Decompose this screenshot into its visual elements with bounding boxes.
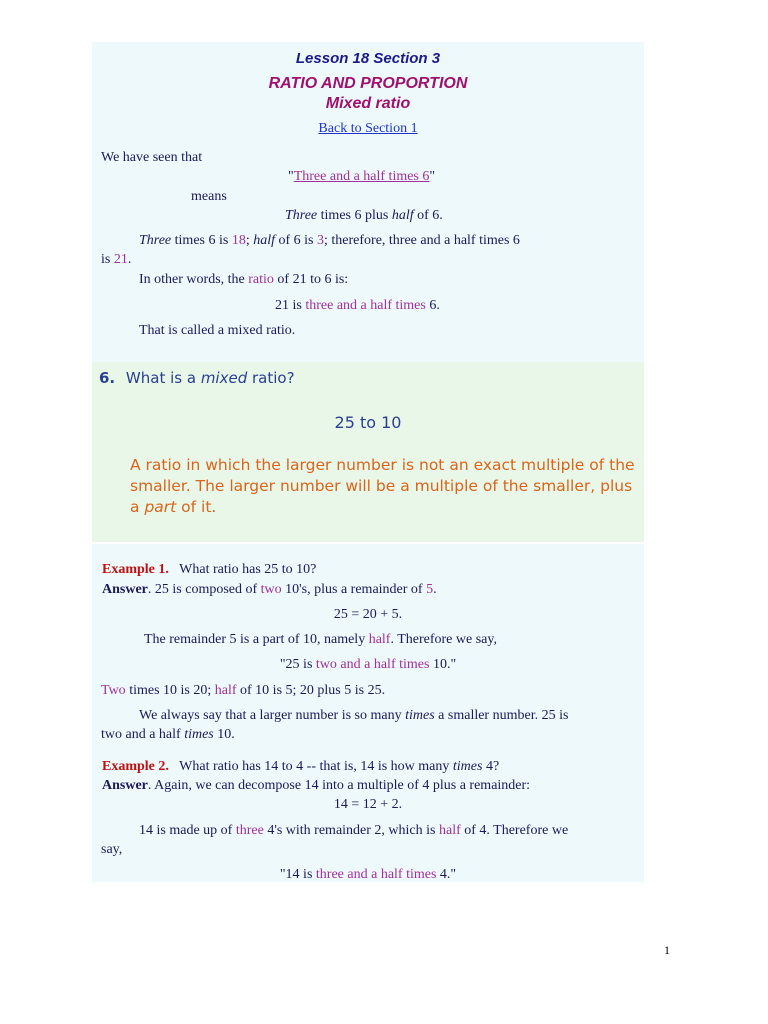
quote-close: " — [429, 169, 436, 184]
times-text: of 10 is 5; 20 plus 5 is 25. — [236, 683, 386, 698]
times-italic: times — [405, 708, 435, 723]
ratio-statement — [275, 298, 440, 314]
example1-say — [92, 657, 644, 673]
ratio-word: ratio — [248, 272, 274, 287]
half-italic: half — [391, 208, 414, 223]
ratio-text: 6. — [425, 298, 440, 313]
example2-text: What ratio has 14 to 4 -- that is, 14 is how many — [168, 759, 453, 774]
calc-text: ; — [245, 233, 254, 248]
always-text: 10. — [213, 727, 235, 742]
highlight-half: half — [368, 632, 391, 647]
three-italic: Three — [285, 208, 318, 223]
back-link-row — [92, 121, 644, 137]
answer-text: . 25 is composed of — [147, 582, 261, 597]
example1-always-2 — [101, 727, 235, 743]
answer-italic: part — [144, 498, 177, 516]
page-number: 1 — [664, 943, 670, 957]
example2-equation: 14 = 12 + 2. — [333, 797, 403, 812]
question-line — [99, 369, 295, 387]
example2-label: Example 2. — [102, 759, 169, 774]
value-18: 18 — [231, 233, 246, 248]
ow-text: of 21 to 6 is: — [273, 272, 349, 287]
answer-text: A ratio in which the larger number is not an exact multiple of the smaller. The larger number will be a multiple of the smaller, plus a — [130, 456, 635, 516]
of-text: of 6. — [413, 208, 443, 223]
example1-always-1 — [139, 708, 568, 724]
calc-text: times 6 is — [171, 233, 232, 248]
example2-answer — [102, 778, 530, 794]
half-italic: half — [253, 233, 275, 248]
three-and-half-link[interactable]: Three and a half times 6 — [293, 169, 430, 184]
example1-remainder — [144, 632, 497, 648]
example1-equation: 25 = 20 + 5. — [333, 607, 403, 622]
times-italic: times — [184, 727, 214, 742]
question-text: What is a — [125, 369, 201, 387]
value-3: 3 — [317, 233, 324, 248]
highlight-three: three — [235, 823, 264, 838]
calc-line-2 — [101, 252, 131, 268]
remainder-text: The remainder 5 is a part of 10, namely — [144, 632, 369, 647]
times-text: times 6 plus — [317, 208, 392, 223]
calc-text: of 6 is — [275, 233, 317, 248]
say-text: 4." — [436, 867, 457, 882]
means-text: means — [191, 189, 227, 204]
question-example: 25 to 10 — [334, 413, 402, 432]
example1-times — [101, 683, 385, 699]
say-text: 10." — [429, 657, 457, 672]
page-title: RATIO AND PROPORTION — [268, 75, 468, 92]
highlight-five: 5 — [426, 582, 434, 597]
always-text: two and a half — [101, 727, 185, 742]
question-text: ratio? — [247, 369, 295, 387]
answer-text: of it. — [176, 498, 217, 516]
highlight-two: Two — [101, 683, 126, 698]
example1-answer — [102, 582, 437, 598]
other-words-line — [139, 272, 348, 288]
lesson-heading: Lesson 18 Section 3 — [295, 50, 441, 67]
highlight-half: half — [214, 683, 237, 698]
question-italic: mixed — [200, 369, 248, 387]
times-text: times 10 is 20; — [125, 683, 215, 698]
page-subtitle: Mixed ratio — [325, 95, 411, 112]
always-text: We always say that a larger number is so many — [139, 708, 406, 723]
remainder-text: . Therefore we say, — [390, 632, 497, 647]
example1-text: What ratio has 25 to 10? — [168, 562, 317, 577]
times-italic: times — [452, 759, 483, 774]
calc-text: ; therefore, three and a half times 6 — [324, 233, 520, 248]
say-text: "25 is — [279, 657, 316, 672]
example2-question — [102, 759, 499, 775]
always-text: a smaller number. 25 is — [434, 708, 569, 723]
intro-panel — [92, 42, 644, 362]
back-to-section-link[interactable]: Back to Section 1 — [318, 121, 418, 136]
answer-label: Answer — [102, 582, 148, 597]
question-panel — [92, 362, 644, 542]
made-text: 14 is made up of — [139, 823, 236, 838]
example1-question — [102, 562, 316, 578]
seen-text: We have seen that — [101, 150, 203, 165]
calc-text: . — [127, 252, 132, 267]
say-highlight: three and a half times — [315, 867, 437, 882]
example2-made-up — [139, 823, 568, 839]
calc-line-1 — [139, 233, 520, 249]
quote-line — [288, 169, 435, 185]
made-text: 4's with remainder 2, which is — [263, 823, 439, 838]
answer-text: 10's, plus a remainder of — [281, 582, 427, 597]
value-21: 21 — [113, 252, 128, 267]
ow-text: In other words, the — [139, 272, 249, 287]
ratio-highlight: three and a half times — [305, 298, 426, 313]
examples-panel — [92, 544, 644, 882]
means-line — [285, 208, 443, 224]
mixed-ratio-called: That is called a mixed ratio. — [139, 323, 296, 338]
calc-text: is — [101, 252, 114, 267]
answer-label: Answer — [102, 778, 148, 793]
made-text: of 4. Therefore we — [460, 823, 569, 838]
highlight-half: half — [438, 823, 461, 838]
example2-text: 4? — [482, 759, 500, 774]
say-text: "14 is — [279, 867, 316, 882]
example2-say-word: say, — [101, 842, 123, 857]
ratio-text: 21 is — [275, 298, 306, 313]
three-italic: Three — [139, 233, 172, 248]
highlight-two: two — [260, 582, 282, 597]
question-number: 6. — [99, 369, 116, 387]
example2-say — [92, 867, 644, 883]
answer-text: . — [433, 582, 437, 597]
answer-text: . Again, we can decompose 14 into a multiple of 4 plus a remainder: — [147, 778, 531, 793]
example1-label: Example 1. — [102, 562, 169, 577]
say-highlight: two and a half times — [315, 657, 430, 672]
question-answer — [130, 455, 640, 518]
quote-open: " — [288, 169, 294, 184]
